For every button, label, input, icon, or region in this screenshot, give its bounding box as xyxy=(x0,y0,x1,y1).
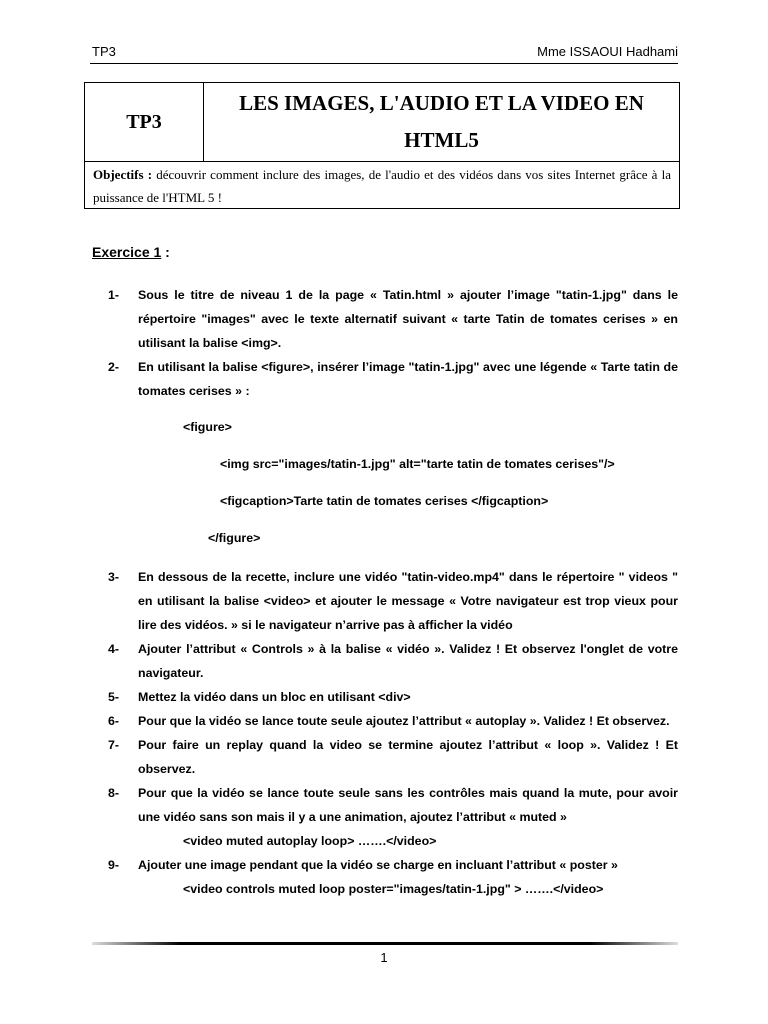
tp-label: TP3 xyxy=(85,83,204,161)
item-number: 5- xyxy=(108,690,120,704)
list-item xyxy=(92,733,678,781)
list-item xyxy=(92,637,678,685)
exercise-title xyxy=(92,244,170,260)
code-figure-img: <img src="images/tatin-1.jpg" alt="tarte tatin de tomates cerises"/> xyxy=(220,457,615,471)
header-author: Mme ISSAOUI Hadhami xyxy=(537,44,678,59)
item-text: En dessous de la recette, inclure une vidéo "tatin-video.mp4" dans le répertoire " videos " en utilisant la balise <video> et ajouter le message « Votre navigateur est trop vieux pour lire des vidéos. » si le navigateur n’arrive pas à afficher la vidéo xyxy=(138,570,678,632)
item-text: Ajouter l’attribut « Controls » à la balise « vidéo ». Validez ! Et observez l'onglet de votre navigateur. xyxy=(138,642,678,680)
item-text: Pour que la vidéo se lance toute seule sans les contrôles mais quand la mute, pour avoir une vidéo sans son mais il y a une animation, ajoutez l’attribut « muted » xyxy=(138,786,678,824)
title-box xyxy=(84,82,680,209)
title-line-1: LES IMAGES, L'AUDIO ET LA VIDEO EN xyxy=(239,91,644,115)
item-text: Pour que la vidéo se lance toute seule ajoutez l’attribut « autoplay ». Validez ! Et observez. xyxy=(138,714,670,728)
header-divider xyxy=(90,63,678,64)
code-figure-caption: <figcaption>Tarte tatin de tomates cerises </figcaption> xyxy=(220,494,549,508)
item-number: 4- xyxy=(108,642,120,656)
list-item xyxy=(92,685,678,709)
code-video-muted: <video muted autoplay loop> …….</video> xyxy=(183,834,437,848)
item-text: Mettez la vidéo dans un bloc en utilisant <div> xyxy=(138,690,411,704)
footer-divider xyxy=(92,942,678,945)
objectives-text: découvrir comment inclure des images, de l'audio et des vidéos dans vos sites Internet grâce à la puissance de l'HTML 5 ! xyxy=(93,167,672,205)
objectives-label: Objectifs : xyxy=(93,167,153,182)
exercise-colon: : xyxy=(161,244,170,260)
objectives xyxy=(93,163,671,209)
page-number: 1 xyxy=(380,950,388,965)
document-title xyxy=(204,83,679,163)
code-figure-close: </figure> xyxy=(208,531,261,545)
item-number: 8- xyxy=(108,786,120,800)
item-text: Ajouter une image pendant que la vidéo se charge en incluant l’attribut « poster » xyxy=(138,858,618,872)
item-number: 3- xyxy=(108,570,120,584)
exercise-label: Exercice 1 xyxy=(92,244,162,260)
list-item xyxy=(92,355,678,403)
item-number: 9- xyxy=(108,858,120,872)
item-text: Pour faire un replay quand la video se termine ajoutez l’attribut « loop ». Validez ! Et observez. xyxy=(138,738,678,776)
item-text: Sous le titre de niveau 1 de la page « Tatin.html » ajouter l’image "tatin-1.jpg" dans le répertoire "images" avec le texte alternatif suivant « tarte Tatin de tomates cerises » en utilisant la balise <img>. xyxy=(138,288,678,350)
exercise-list xyxy=(92,283,678,901)
code-figure-open: <figure> xyxy=(183,420,232,434)
item-number: 7- xyxy=(108,738,120,752)
header-left: TP3 xyxy=(92,44,116,59)
item-number: 2- xyxy=(108,360,120,374)
list-item xyxy=(92,781,678,829)
list-item xyxy=(92,565,678,637)
item-number: 1- xyxy=(108,288,120,302)
item-text: En utilisant la balise <figure>, insérer l’image "tatin-1.jpg" avec une légende « Tarte tatin de tomates cerises » : xyxy=(138,360,678,398)
code-video-poster: <video controls muted loop poster="images/tatin-1.jpg" > …….</video> xyxy=(183,882,604,896)
list-item xyxy=(92,283,678,355)
list-item xyxy=(92,853,678,877)
title-line-2: HTML5 xyxy=(404,128,479,152)
item-number: 6- xyxy=(108,714,120,728)
list-item xyxy=(92,709,678,733)
title-box-top xyxy=(85,83,679,162)
